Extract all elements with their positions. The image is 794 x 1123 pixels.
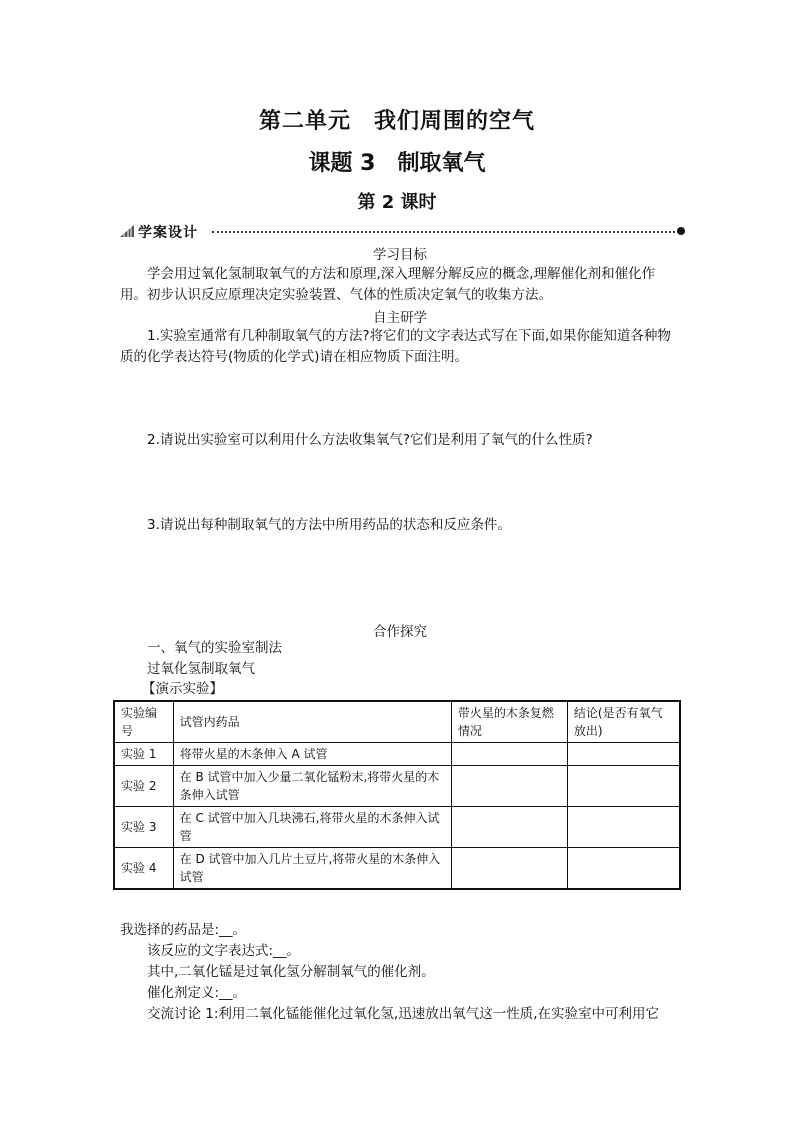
banner-end-dot	[677, 227, 685, 235]
table-cell	[451, 743, 567, 766]
table-header-cell: 实验编号	[114, 701, 173, 743]
table-cell	[567, 766, 680, 807]
lesson-title: 课题 3 制取氧气	[308, 151, 486, 176]
chosen-reagent-line: 我选择的药品是:__。	[120, 922, 247, 938]
objectives-heading: 学习目标	[373, 247, 427, 263]
table-header-cell: 结论(是否有氧气放出)	[567, 701, 680, 743]
unit-title: 第二单元 我们周围的空气	[258, 109, 535, 134]
word-equation-line: 该反应的文字表达式:__。	[147, 943, 301, 959]
table-cell: 实验 1	[114, 743, 173, 766]
question-2: 2.请说出实验室可以利用什么方法收集氧气?它们是利用了氧气的什么性质?	[147, 432, 593, 448]
table-cell: 实验 3	[114, 807, 173, 848]
table-cell	[567, 743, 680, 766]
table-cell: 在 C 试管中加入几块沸石,将带火星的木条伸入试管	[173, 807, 451, 848]
triangle-bars-icon	[120, 225, 134, 237]
table-cell	[451, 807, 567, 848]
subsection-title: 过氧化氢制取氧气	[147, 661, 255, 677]
table-cell: 将带火星的木条伸入 A 试管	[173, 743, 451, 766]
period-title: 第 2 课时	[357, 192, 437, 213]
objectives-text: 学会用过氧化氢制取氧气的方法和原理,深入理解分解反应的概念,理解催化剂和催化作用。初步认识反应原理决定实验装置、气体的性质决定氧气的收集方法。	[120, 266, 656, 303]
catalyst-statement: 其中,二氧化锰是过氧化氢分解制氧气的催化剂。	[147, 964, 435, 980]
section-banner	[120, 222, 685, 242]
table-row	[114, 743, 680, 766]
table-cell: 实验 4	[114, 848, 173, 890]
table-row	[114, 766, 680, 807]
table-row	[114, 848, 680, 890]
table-cell	[451, 848, 567, 890]
table-header-row	[114, 701, 680, 743]
table-cell: 实验 2	[114, 766, 173, 807]
discussion-1: 交流讨论 1:利用二氧化锰能催化过氧化氢,迅速放出氧气这一性质,在实验室中可利用它	[147, 1006, 660, 1022]
table-row	[114, 807, 680, 848]
experiment-table	[113, 700, 681, 890]
section-1-title: 一、氧气的实验室制法	[147, 640, 282, 656]
table-cell: 在 D 试管中加入几片土豆片,将带火星的木条伸入试管	[173, 848, 451, 890]
table-cell	[567, 848, 680, 890]
catalyst-definition-line: 催化剂定义:__。	[147, 985, 247, 1001]
table-cell	[451, 766, 567, 807]
question-3: 3.请说出每种制取氧气的方法中所用药品的状态和反应条件。	[147, 517, 511, 533]
cooperation-heading: 合作探究	[373, 624, 427, 640]
table-header-cell: 试管内药品	[173, 701, 451, 743]
question-1: 1.实验室通常有几种制取氧气的方法?将它们的文字表达式写在下面,如果你能知道各种物质的化学表达符号(物质的化学式)请在相应物质下面注明。	[120, 328, 671, 365]
banner-label: 学案设计	[138, 225, 198, 241]
table-header-cell: 带火星的木条复燃情况	[451, 701, 567, 743]
self-study-heading: 自主研学	[373, 310, 427, 326]
table-cell: 在 B 试管中加入少量二氧化锰粉末,将带火星的木条伸入试管	[173, 766, 451, 807]
banner-dotted-line	[212, 231, 679, 233]
demo-label: 【演示实验】	[142, 681, 223, 697]
table-cell	[567, 807, 680, 848]
